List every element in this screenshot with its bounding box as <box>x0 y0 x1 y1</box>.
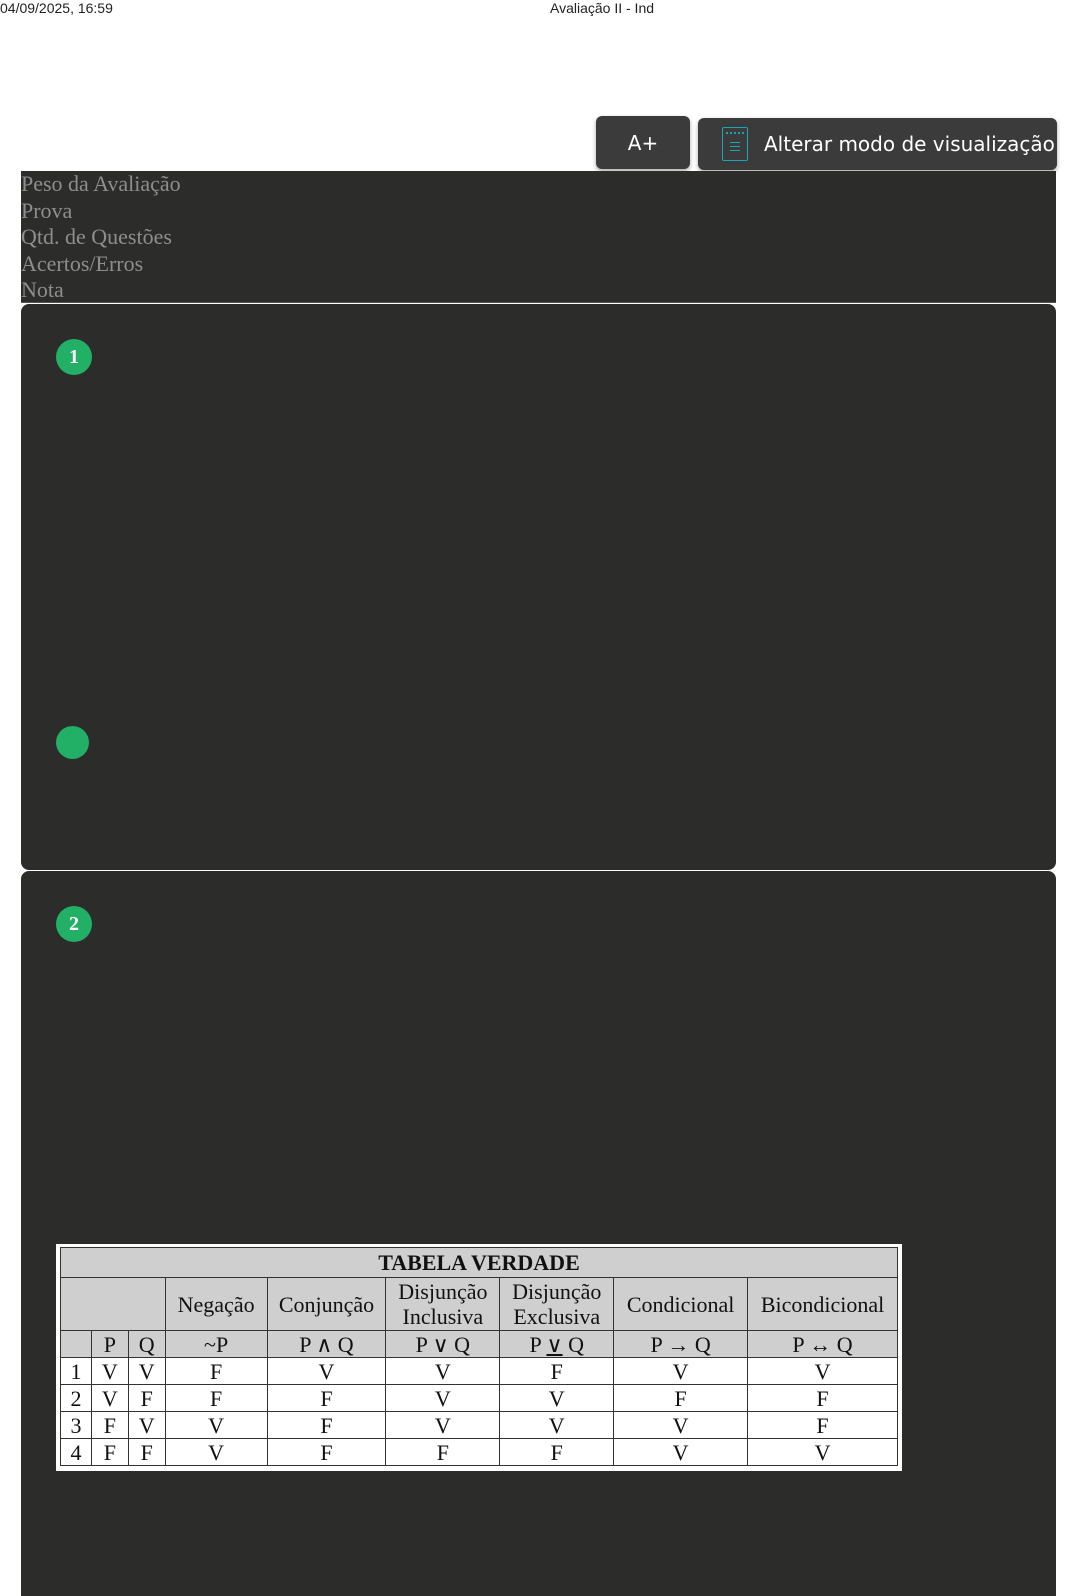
header-empty-cell <box>61 1278 166 1331</box>
increase-font-label: A+ <box>627 130 659 155</box>
table-cell: V <box>165 1439 267 1466</box>
table-cell: V <box>500 1412 614 1439</box>
table-cell: V <box>128 1412 165 1439</box>
var-p: P <box>91 1331 128 1358</box>
table-cell: F <box>267 1412 386 1439</box>
table-cell: 1 <box>61 1358 92 1385</box>
table-cell: V <box>614 1439 748 1466</box>
document-icon <box>722 127 748 161</box>
table-cell: F <box>91 1412 128 1439</box>
table-cell: 4 <box>61 1439 92 1466</box>
table-cell: F <box>500 1439 614 1466</box>
evaluation-summary <box>21 171 1056 303</box>
table-cell: V <box>165 1412 267 1439</box>
header-negation: Negação <box>165 1278 267 1331</box>
summary-hits-errors-label: Acertos/Erros <box>21 250 144 276</box>
symbol-negation: ~P <box>165 1331 267 1358</box>
table-cell: F <box>748 1385 898 1412</box>
table-cell: V <box>91 1385 128 1412</box>
symbol-empty-cell <box>61 1331 92 1358</box>
print-date: 04/09/2025, 16:59 <box>0 0 113 16</box>
var-q: Q <box>128 1331 165 1358</box>
symbol-inclusive-disjunction: P ∨ Q <box>386 1331 500 1358</box>
table-cell: F <box>128 1385 165 1412</box>
question-card-2 <box>21 871 1056 1596</box>
table-cell: 2 <box>61 1385 92 1412</box>
question-number-badge: 1 <box>56 339 92 375</box>
table-row <box>61 1412 898 1439</box>
table-cell: 3 <box>61 1412 92 1439</box>
table-cell: V <box>91 1358 128 1385</box>
table-cell: F <box>128 1439 165 1466</box>
table-cell: F <box>91 1439 128 1466</box>
table-cell: F <box>267 1385 386 1412</box>
question-number-badge: 2 <box>56 906 92 942</box>
table-cell: V <box>500 1385 614 1412</box>
summary-question-count-label: Qtd. de Questões <box>21 224 172 249</box>
table-cell: V <box>386 1385 500 1412</box>
table-cell: F <box>165 1385 267 1412</box>
table-cell: F <box>165 1358 267 1385</box>
table-cell: F <box>386 1439 500 1466</box>
question-card-1 <box>21 304 1056 870</box>
table-cell: F <box>748 1412 898 1439</box>
table-cell: V <box>614 1412 748 1439</box>
header-conjunction: Conjunção <box>267 1278 386 1331</box>
header-conditional: Condicional <box>614 1278 748 1331</box>
table-cell: V <box>267 1358 386 1385</box>
table-cell: V <box>748 1439 898 1466</box>
symbol-conjunction: P ∧ Q <box>267 1331 386 1358</box>
table-cell: F <box>614 1385 748 1412</box>
table-cell: V <box>748 1358 898 1385</box>
symbol-exclusive-disjunction: P ∨ Q <box>500 1331 614 1358</box>
answer-status-dot <box>56 726 89 759</box>
truth-table <box>60 1247 898 1466</box>
print-header <box>0 0 1086 18</box>
table-row <box>61 1439 898 1466</box>
print-title: Avaliação II - Ind <box>550 0 655 16</box>
table-row <box>61 1358 898 1385</box>
symbol-conditional: P → Q <box>614 1331 748 1358</box>
table-row <box>61 1385 898 1412</box>
table-cell: V <box>614 1358 748 1385</box>
summary-grade-label: Nota <box>21 277 64 302</box>
header-exclusive-disjunction: Disjunção Exclusiva <box>500 1278 614 1331</box>
table-cell: F <box>267 1439 386 1466</box>
header-inclusive-disjunction: Disjunção Inclusiva <box>386 1278 500 1331</box>
symbol-biconditional: P ↔ Q <box>748 1331 898 1358</box>
table-cell: F <box>500 1358 614 1385</box>
table-cell: V <box>386 1412 500 1439</box>
summary-weight-label: Peso da Avaliação <box>21 171 181 196</box>
increase-font-button[interactable] <box>596 116 690 169</box>
summary-exam-label: Prova <box>21 197 73 223</box>
truth-table-image <box>56 1244 902 1471</box>
header-biconditional: Bicondicional <box>748 1278 898 1331</box>
table-cell: V <box>386 1358 500 1385</box>
change-view-mode-button[interactable] <box>698 118 1057 170</box>
table-cell: V <box>128 1358 165 1385</box>
truth-table-title: TABELA VERDADE <box>61 1248 898 1278</box>
change-view-mode-label: Alterar modo de visualização <box>764 132 1055 156</box>
